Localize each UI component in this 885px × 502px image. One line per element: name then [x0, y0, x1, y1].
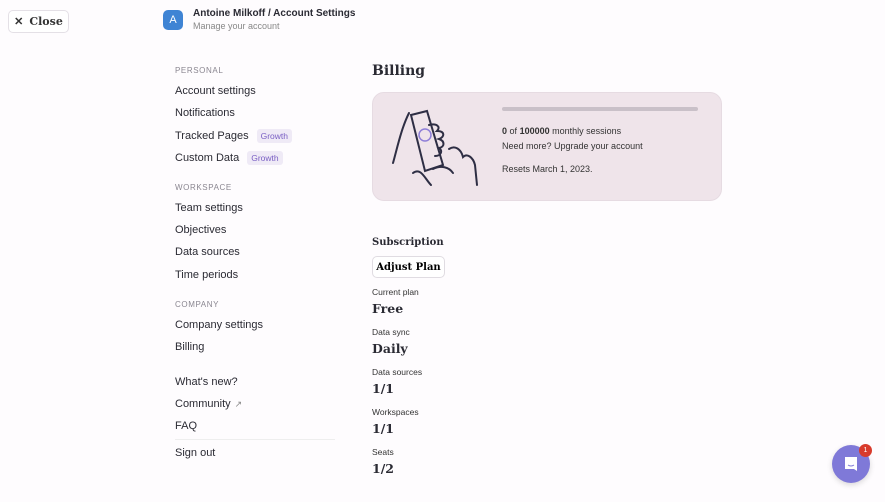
- workspaces-label: Workspaces: [372, 407, 419, 417]
- data-sources-value: 1/1: [372, 381, 394, 396]
- item-label: Account settings: [175, 85, 256, 97]
- upgrade-link[interactable]: Need more? Upgrade your account: [502, 141, 643, 151]
- item-label: Community: [175, 398, 231, 410]
- close-button[interactable]: ✕ Close: [8, 10, 69, 33]
- section-company: COMPANY: [175, 300, 220, 309]
- sidebar-item-objectives[interactable]: [175, 224, 226, 236]
- adjust-plan-button[interactable]: Adjust Plan: [372, 256, 445, 278]
- sidebar-item-community[interactable]: [175, 398, 242, 410]
- section-workspace: WORKSPACE: [175, 183, 232, 192]
- sidebar-item-faq[interactable]: [175, 420, 197, 432]
- current-plan-label: Current plan: [372, 287, 419, 297]
- sidebar-item-team-settings[interactable]: [175, 202, 243, 214]
- chat-icon: [843, 456, 859, 472]
- growth-badge: Growth: [257, 129, 292, 143]
- item-label: Data sources: [175, 246, 240, 258]
- sidebar-item-notifications[interactable]: [175, 107, 235, 119]
- subscription-heading: Subscription: [372, 237, 444, 248]
- usage-card: [372, 92, 722, 201]
- sidebar-item-account-settings[interactable]: [175, 85, 256, 97]
- seats-value: 1/2: [372, 461, 394, 476]
- sidebar-item-company-settings[interactable]: [175, 319, 263, 331]
- item-label: Sign out: [175, 447, 216, 459]
- sidebar-item-tracked-pages[interactable]: [175, 129, 292, 143]
- data-sources-label: Data sources: [372, 367, 423, 377]
- item-label: Billing: [175, 341, 205, 353]
- section-personal: PERSONAL: [175, 66, 224, 75]
- item-label: Company settings: [175, 319, 264, 331]
- current-plan-value: Free: [372, 301, 404, 316]
- sessions-progress-bar: [502, 107, 698, 111]
- item-label: Objectives: [175, 224, 227, 236]
- unread-badge: 1: [859, 444, 872, 457]
- external-link-icon: ↗: [234, 398, 243, 409]
- sidebar-item-billing[interactable]: [175, 341, 204, 353]
- item-label: Tracked Pages: [175, 130, 249, 142]
- page-subtitle: Manage your account: [193, 21, 280, 31]
- sidebar-item-whats-new[interactable]: [175, 376, 238, 388]
- seats-label: Seats: [372, 447, 394, 457]
- close-icon: ✕: [14, 15, 24, 28]
- phone-hands-illustration: [391, 109, 483, 187]
- sidebar-item-time-periods[interactable]: [175, 269, 238, 281]
- data-sync-label: Data sync: [372, 327, 410, 337]
- sign-out-button[interactable]: [175, 447, 215, 459]
- workspaces-value: 1/1: [372, 421, 394, 436]
- sidebar-item-custom-data[interactable]: [175, 151, 283, 165]
- page-title: Billing: [372, 63, 426, 79]
- item-label: Team settings: [175, 202, 243, 214]
- data-sync-value: Daily: [372, 341, 408, 356]
- divider: [175, 439, 335, 440]
- sessions-usage: 0 of 100000 monthly sessions: [502, 126, 622, 136]
- reset-date: Resets March 1, 2023.: [502, 164, 593, 174]
- item-label: What's new?: [175, 376, 238, 388]
- growth-badge: Growth: [247, 151, 282, 165]
- page-breadcrumb: Antoine Milkoff / Account Settings: [193, 8, 356, 19]
- item-label: Custom Data: [175, 152, 240, 164]
- item-label: Time periods: [175, 269, 239, 281]
- sidebar-item-data-sources[interactable]: [175, 246, 240, 258]
- avatar: A: [163, 10, 183, 30]
- item-label: FAQ: [175, 420, 198, 432]
- item-label: Notifications: [175, 107, 235, 119]
